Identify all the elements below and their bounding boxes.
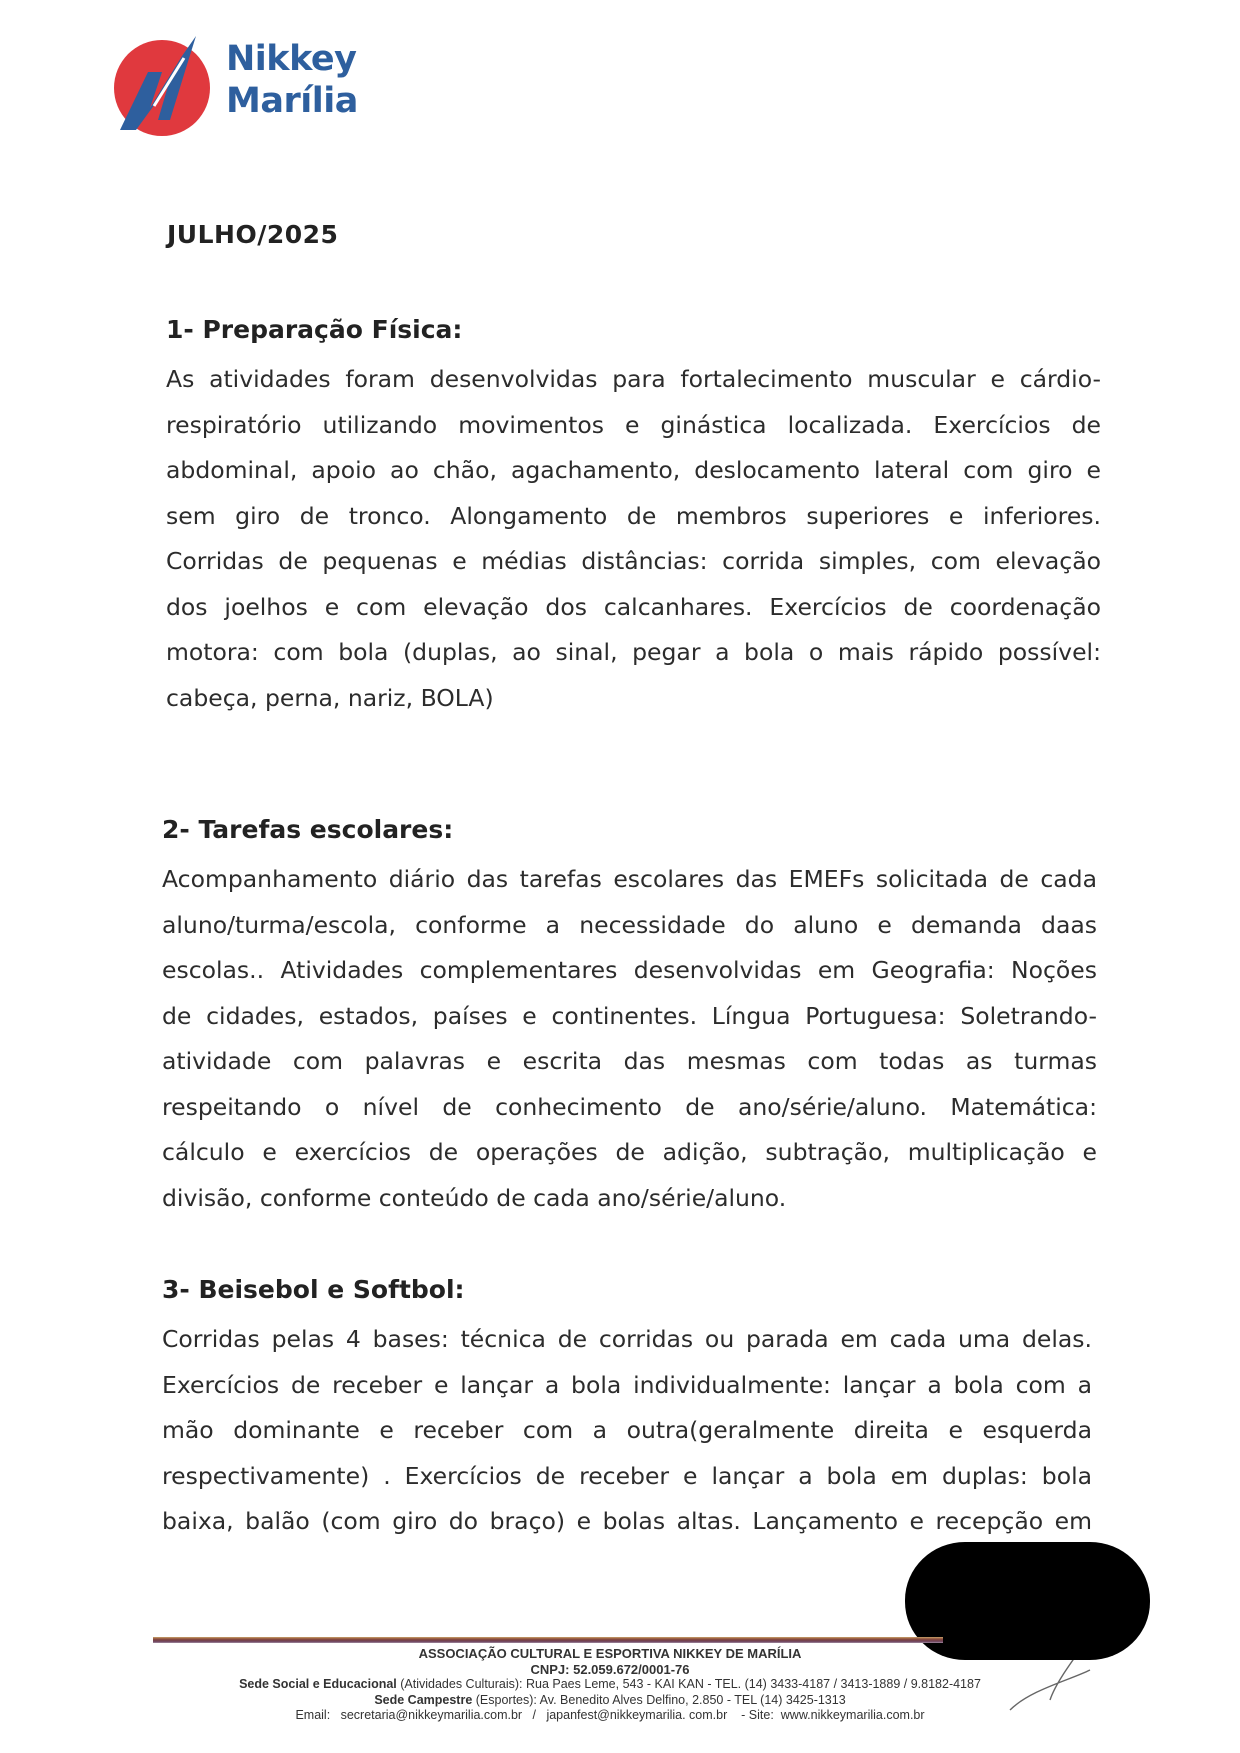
section-title: 1- Preparação Física: [166,315,463,344]
sede-campestre-label: Sede Campestre [374,1692,473,1707]
footer-contacts [150,1708,1070,1724]
site-label: - Site: [741,1708,774,1722]
footer-divider [153,1637,943,1643]
email-link-secretaria[interactable]: secretaria@nikkeymarilia.com.br [340,1708,523,1722]
site-link[interactable]: www.nikkeymarilia.com.br [780,1708,925,1722]
footer-organization: ASSOCIAÇÃO CULTURAL E ESPORTIVA NIKKEY DE MARÍLIA [418,1646,802,1661]
email-link-japanfest[interactable]: japanfest@nikkeymarilia. com.br [546,1708,728,1722]
paragraph-line: Corridas pelas 4 bases: técnica de corridas ou parada em cada uma delas. [162,1325,1092,1353]
report-month: JULHO/2025 [167,220,339,249]
email-label: Email: [295,1708,331,1722]
paragraph-line: cabeça, perna, nariz, BOLA) [166,683,494,712]
paragraph-line: divisão, conforme conteúdo de cada ano/série/aluno. [162,1183,787,1212]
section-preparacao-fisica [166,312,1101,721]
footer-cnpj: CNPJ: 52.059.672/0001-76 [530,1661,690,1677]
paragraph-line: Corridas de pequenas e médias distâncias: corrida simples, com elevação [166,547,1101,575]
paragraph-line: sem giro de tronco. Alongamento de membros superiores e inferiores. [166,501,1101,530]
paragraph-line: aluno/turma/escola, conforme a necessidade do aluno e demanda daas [162,910,1097,939]
section-beisebol-softbol [162,1272,1092,1545]
paragraph-line: respiratório utilizando movimentos e ginástica localizada. Exercícios de [166,410,1101,439]
paragraph-line: As atividades foram desenvolvidas para fortalecimento muscular e cárdio- [166,365,1101,393]
paragraph-line: dos joelhos e com elevação dos calcanhares. Exercícios de coordenação [166,592,1101,621]
nikkey-marilia-logo [110,28,380,138]
sede-social-text: (Atividades Culturais): Rua Paes Leme, 543 - KAI KAN - TEL. (14) 3433-4187 / 3413-1889 / 9.8182-4187 [396,1677,981,1691]
section-tarefas-escolares [162,812,1097,1221]
paragraph-line: de cidades, estados, países e continentes. Língua Portuguesa: Soletrando- [162,1001,1097,1030]
logo-emblem-icon [110,28,222,138]
footer-sede-campestre [150,1693,1070,1709]
paragraph-line: respectivamente) . Exercícios de receber e lançar a bola em duplas: bola [162,1461,1092,1490]
logo-line-2: Marília [226,81,358,121]
sede-campestre-text: (Esportes): Av. Benedito Alves Delfino, 2.850 - TEL (14) 3425-1313 [472,1692,846,1707]
paragraph-line: Acompanhamento diário das tarefas escolares das EMEFs solicitada de cada [162,865,1097,893]
footer [150,1646,1070,1724]
paragraph-line: baixa, balão (com giro do braço) e bolas altas. Lançamento e recepção em [162,1507,1092,1535]
paragraph-line: abdominal, apoio ao chão, agachamento, deslocamento lateral com giro e [166,456,1101,484]
paragraph-line: cálculo e exercícios de operações de adição, subtração, multiplicação e [162,1138,1097,1166]
paragraph-line: mão dominante e receber com a outra(geralmente direita e esquerda [162,1416,1092,1444]
paragraph-line: escolas.. Atividades complementares desenvolvidas em Geografia: Noções [162,956,1097,984]
section-title: 2- Tarefas escolares: [162,815,454,844]
sede-social-label: Sede Social e Educacional [239,1677,397,1691]
paragraph-line: atividade com palavras e escrita das mesmas com todas as turmas [162,1047,1097,1075]
email-separator: / [532,1708,537,1722]
paragraph-line: Exercícios de receber e lançar a bola individualmente: lançar a bola com a [162,1370,1092,1399]
logo-wordmark [226,38,358,122]
footer-sede-social [150,1677,1070,1693]
logo-line-1: Nikkey [226,39,357,79]
paragraph-line: respeitando o nível de conhecimento de ano/série/aluno. Matemática: [162,1092,1097,1121]
paragraph-line: motora: com bola (duplas, ao sinal, pegar a bola o mais rápido possível: [166,638,1101,666]
section-title: 3- Beisebol e Softbol: [162,1275,465,1304]
